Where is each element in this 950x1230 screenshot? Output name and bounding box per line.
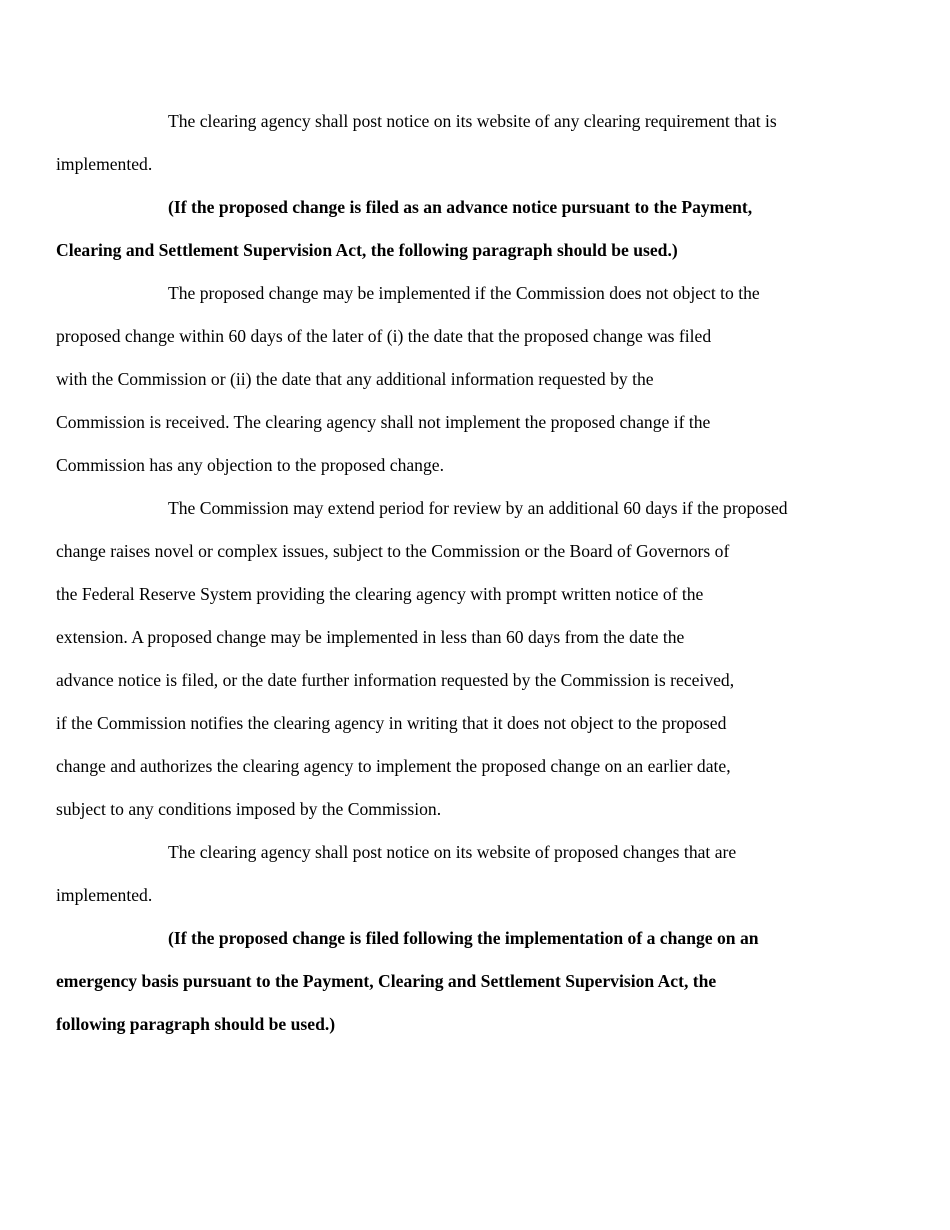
text-line: The proposed change may be implemented if the Commission does not object to the	[168, 283, 760, 303]
text-line: implemented.	[56, 885, 153, 905]
text-line: subject to any conditions imposed by the Commission.	[56, 799, 442, 819]
text-line: if the Commission notifies the clearing agency in writing that it does not object to the proposed	[56, 713, 727, 733]
document-page	[56, 100, 834, 1046]
text-line: The Commission may extend period for review by an additional 60 days if the proposed	[168, 498, 788, 518]
text-line: Clearing and Settlement Supervision Act, the following paragraph should be used.)	[56, 240, 678, 260]
text-line: change raises novel or complex issues, subject to the Commission or the Board of Governors of	[56, 541, 730, 561]
paragraph-post-notice-proposed-changes	[56, 831, 834, 917]
text-line: (If the proposed change is filed as an advance notice pursuant to the Payment,	[168, 197, 753, 217]
text-line: extension. A proposed change may be implemented in less than 60 days from the date the	[56, 627, 685, 647]
text-line: change and authorizes the clearing agency to implement the proposed change on an earlier date,	[56, 756, 731, 776]
text-line: emergency basis pursuant to the Payment, Clearing and Settlement Supervision Act, the	[56, 971, 717, 991]
text-line: The clearing agency shall post notice on its website of any clearing requirement that is	[168, 111, 777, 131]
text-line: The clearing agency shall post notice on its website of proposed changes that are	[168, 842, 737, 862]
text-line: Commission has any objection to the proposed change.	[56, 455, 444, 475]
text-line: following paragraph should be used.)	[56, 1014, 336, 1034]
text-line: advance notice is filed, or the date further information requested by the Commission is received,	[56, 670, 735, 690]
text-line: Commission is received. The clearing agency shall not implement the proposed change if the	[56, 412, 711, 432]
text-line: proposed change within 60 days of the later of (i) the date that the proposed change was filed	[56, 326, 712, 346]
text-line: (If the proposed change is filed following the implementation of a change on an	[168, 928, 759, 948]
paragraph-extension-of-review	[56, 487, 834, 831]
text-line: implemented.	[56, 154, 153, 174]
text-line: the Federal Reserve System providing the clearing agency with prompt written notice of the	[56, 584, 704, 604]
paragraph-heading-emergency-basis	[56, 917, 834, 1046]
paragraph-heading-advance-notice	[56, 186, 834, 272]
paragraph-implementation-60-days	[56, 272, 834, 487]
text-line: with the Commission or (ii) the date that any additional information requested by the	[56, 369, 654, 389]
paragraph-post-notice-clearing-requirement	[56, 100, 834, 186]
